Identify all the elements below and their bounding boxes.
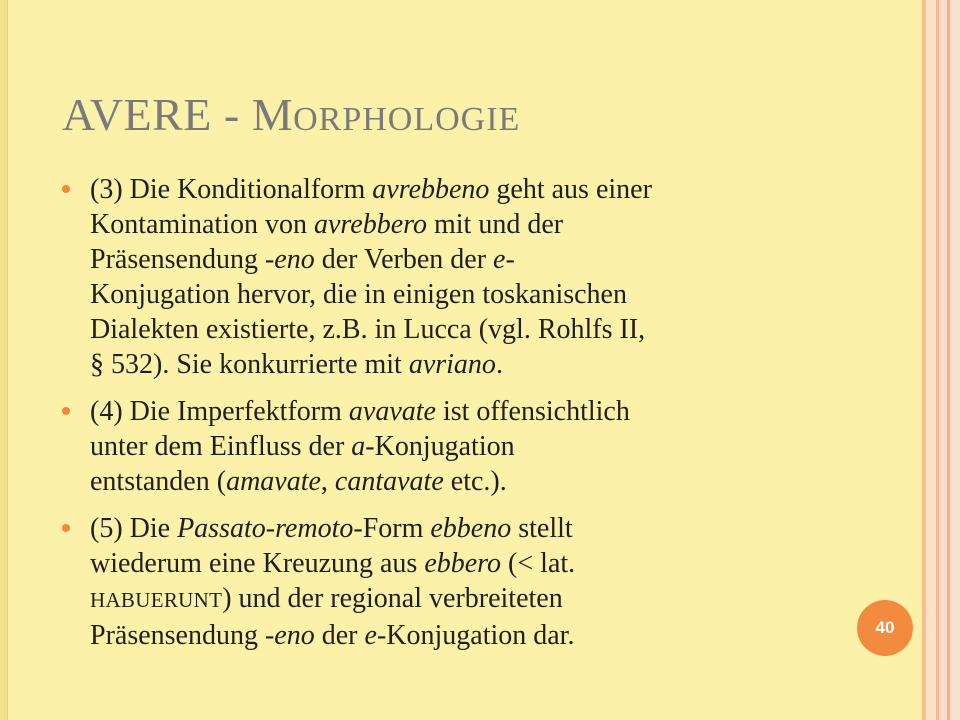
- bullet-dot-icon: [62, 185, 70, 193]
- italic-term: ebbeno: [430, 513, 512, 544]
- slide-title: [62, 88, 520, 141]
- bullet-line: Präsensendung -eno der Verben der e-: [90, 244, 515, 275]
- bullet-dot-icon: [62, 524, 70, 532]
- bullet-item: [58, 511, 838, 653]
- bullet-line: (5) Die Passato-remoto-Form ebbeno stellt: [90, 513, 573, 544]
- italic-term: eno: [274, 620, 315, 651]
- italic-term: Passato-remoto: [177, 513, 354, 544]
- title-small-caps: ORPHOLOGIE: [293, 101, 521, 138]
- bullet-line: entstanden (amavate, cantavate etc.).: [90, 466, 507, 497]
- small-caps-term: HABUERUNT: [90, 588, 223, 612]
- bullet-line: Konjugation hervor, die in einigen toskanischen: [90, 279, 627, 310]
- bullet-line: (3) Die Konditionalform avrebbeno geht aus einer: [90, 174, 652, 205]
- italic-term: amavate: [226, 466, 321, 497]
- bullet-item: [58, 172, 838, 382]
- italic-term: e: [364, 620, 377, 651]
- bullet-line: § 532). Sie konkurrierte mit avriano.: [90, 349, 503, 380]
- italic-term: a: [351, 431, 366, 462]
- italic-term: e: [493, 244, 506, 275]
- bullet-line: HABUERUNT) und der regional verbreiteten: [90, 583, 563, 614]
- italic-term: cantavate: [334, 466, 444, 497]
- italic-term: eno: [274, 244, 315, 275]
- bullet-line: (4) Die Imperfektform avavate ist offensichtlich: [90, 396, 630, 427]
- right-edge-decoration: [922, 0, 960, 720]
- italic-term: ebbero: [424, 548, 502, 579]
- title-main: AVERE - M: [62, 89, 294, 140]
- bullet-dot-icon: [62, 407, 70, 415]
- italic-term: avavate: [348, 396, 436, 427]
- italic-term: avriano: [408, 349, 496, 380]
- bullet-item: [58, 394, 838, 499]
- page-number-badge: 40: [857, 600, 913, 656]
- bullet-line: unter dem Einfluss der a-Konjugation: [90, 431, 515, 462]
- italic-term: avrebbero: [313, 209, 427, 240]
- left-edge-decoration: [0, 0, 8, 720]
- italic-term: avrebbeno: [372, 174, 490, 205]
- bullet-line: Dialekten existierte, z.B. in Lucca (vgl. Rohlfs II,: [90, 314, 646, 345]
- bullet-line: wiederum eine Kreuzung aus ebbero (< lat.: [90, 548, 576, 579]
- bullet-line: Präsensendung -eno der e-Konjugation dar.: [90, 620, 575, 651]
- bullet-list: [58, 172, 838, 665]
- bullet-line: Kontamination von avrebbero mit und der: [90, 209, 564, 240]
